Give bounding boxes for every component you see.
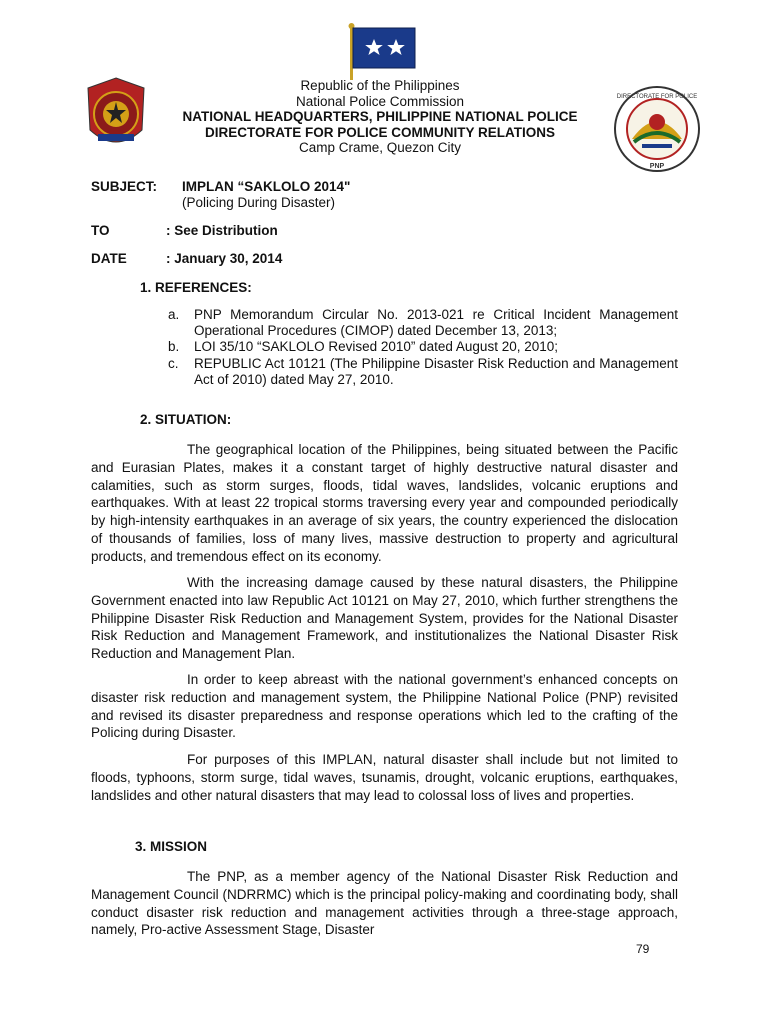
- dpcr-seal-right: [612, 84, 702, 174]
- letterhead-location: Camp Crame, Quezon City: [298, 140, 462, 155]
- letterhead-republic: Republic of the Philippines: [300, 78, 460, 93]
- mission-heading: 3. MISSION: [135, 839, 208, 854]
- subject-value: IMPLAN “SAKLOLO 2014": [182, 179, 351, 194]
- seal-pnp-text: PNP: [649, 163, 665, 170]
- mission-paragraph: The PNP, as a member agency of the National Disaster Risk Reduction and Management Council (NDRRMC) which is the principal policy-making and coordinating body, shall conduct disaster risk reduction and management activities through a three-stage approach, namely, Pro-active Assessment Stage, Disaster: [91, 869, 678, 938]
- two-star-flag-emblem: [342, 22, 422, 82]
- to-value: : See Distribution: [166, 223, 278, 238]
- reference-marker: b.: [168, 339, 180, 355]
- reference-item: [168, 307, 678, 339]
- letterhead-directorate: DIRECTORATE FOR POLICE COMMUNITY RELATIONS: [204, 124, 555, 140]
- date-label: DATE: [91, 251, 127, 266]
- situation-paragraph-3: In order to keep abreast with the national government’s enhanced concepts on disaster risk reduction and management system, the Philippine National Police (PNP) revisited and revised its disaster preparedness and response operations which led to the crafting of the Policing during Disaster.: [91, 672, 678, 741]
- references-heading: 1. REFERENCES:: [140, 280, 252, 295]
- reference-marker: c.: [168, 355, 179, 371]
- letterhead-national-hq: NATIONAL HEADQUARTERS, PHILIPPINE NATIONAL POLICE: [182, 109, 578, 124]
- letterhead: [150, 78, 610, 156]
- reference-item: [168, 339, 678, 355]
- subject-label: SUBJECT:: [91, 179, 158, 194]
- reference-text: PNP Memorandum Circular No. 2013-021 re Critical Incident Management Operational Procedures (CIMOP) dated December 13, 2013;: [194, 307, 678, 339]
- page-number: 79: [636, 942, 650, 956]
- to-label: TO: [91, 223, 110, 238]
- reference-item: [168, 356, 678, 388]
- situation-paragraph-4: For purposes of this IMPLAN, natural disaster shall include but not limited to floods, typhoons, storm surge, tidal waves, tsunamis, drought, volcanic eruptions, earthquakes, landslides and other natural disasters that may lead to colossal loss of lives and properties.: [91, 752, 678, 803]
- seal-ring-text: DIRECTORATE FOR POLICE: [616, 94, 698, 100]
- pnp-seal-left: [84, 76, 148, 156]
- reference-marker: a.: [168, 307, 180, 322]
- date-value: : January 30, 2014: [166, 251, 283, 266]
- situation-heading: 2. SITUATION:: [140, 412, 232, 427]
- references-list: [168, 307, 678, 388]
- situation-paragraph-2: With the increasing damage caused by these natural disasters, the Philippine Government enacted into law Republic Act 10121 on May 27, 2010, which further strengthens the Philippine Disaster Risk Reduction and Management System, provides for the National Disaster Risk Reduction and Management Framework, and institutionalizes the National Disaster Risk Reduction and Management Plan.: [91, 575, 678, 662]
- subject-subtitle: (Policing During Disaster): [182, 195, 336, 210]
- reference-text: REPUBLIC Act 10121 (The Philippine Disaster Risk Reduction and Management Act of 2010) dated May 27, 2010.: [194, 355, 678, 387]
- reference-text: LOI 35/10 “SAKLOLO Revised 2010” dated August 20, 2010;: [194, 339, 558, 355]
- letterhead-napolcom: National Police Commission: [295, 93, 465, 109]
- situation-paragraph-1: The geographical location of the Philippines, being situated between the Pacific and Eurasian Plates, makes it a constant target of highly destructive natural disaster and calamities, such as storm surges, floods, tidal waves, landslides, volcanic eruptions and earthquakes. With at least 22 tropical storms traversing every year and compounded periodically by high-intensity earthquakes in an average of six years, the country experienced the dislocation of thousands of families, loss of many lives, massive destruction to property and agricultural products, and tremendous effect on its economy.: [91, 442, 678, 564]
